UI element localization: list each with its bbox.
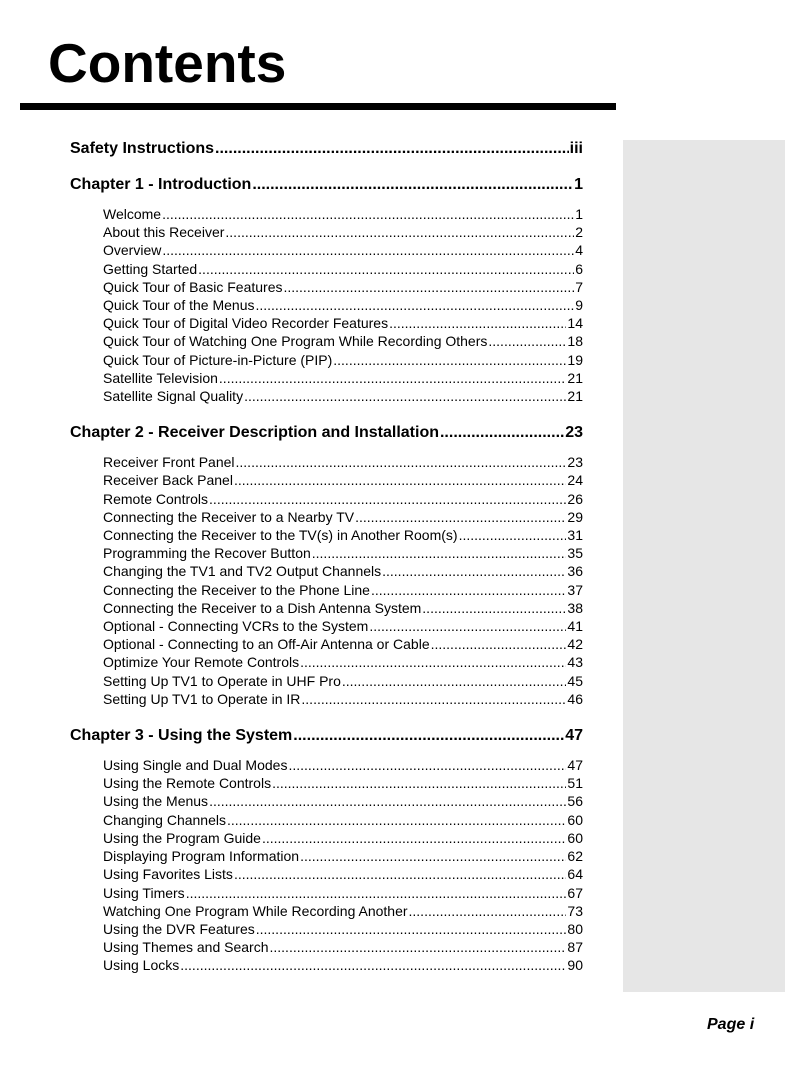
toc-section-entry[interactable]: [103, 599, 583, 617]
toc-entry-page: 38: [567, 599, 583, 616]
toc-section-entry[interactable]: [103, 508, 583, 526]
toc-section-entry[interactable]: [103, 562, 583, 580]
toc-entry-label: Connecting the Receiver to the Phone Line: [103, 581, 370, 598]
toc-entry-label: Remote Controls: [103, 490, 209, 507]
toc-dot-leader: [333, 351, 566, 369]
toc-entry-page: 23: [565, 424, 583, 442]
toc-dot-leader: [355, 508, 566, 526]
toc-section-entry[interactable]: [103, 581, 583, 599]
toc-entry-page: 90: [567, 957, 583, 974]
toc-entry-label: Quick Tour of Basic Features: [103, 278, 283, 295]
toc-entry-page: 45: [567, 672, 583, 689]
toc-entry-page: 42: [567, 636, 583, 653]
toc-dot-leader: [262, 829, 566, 847]
toc-section-entry[interactable]: [103, 884, 583, 902]
toc-dot-leader: [422, 599, 566, 617]
toc-dot-leader: [236, 453, 567, 471]
toc-entry-page: 29: [567, 508, 583, 525]
title-underline: [20, 103, 616, 110]
toc-entry-label: Optional - Connecting VCRs to the System: [103, 618, 369, 635]
toc-entry-page: 7: [575, 278, 583, 295]
toc-section-entry[interactable]: [103, 774, 583, 792]
margin-sidebar-panel: [623, 140, 785, 992]
toc-dot-leader: [382, 562, 566, 580]
toc-entry-label: Setting Up TV1 to Operate in IR: [103, 690, 301, 707]
toc-entry-page: 41: [567, 618, 583, 635]
toc-section-entry[interactable]: [103, 544, 583, 562]
toc-section-entry[interactable]: [103, 369, 583, 387]
toc-entry-label: Optimize Your Remote Controls: [103, 654, 300, 671]
toc-dot-leader: [283, 278, 574, 296]
toc-entry-label: Chapter 2 - Receiver Description and Installation: [70, 424, 439, 442]
toc-dot-leader: [252, 175, 573, 195]
toc-dot-leader: [234, 471, 566, 489]
toc-section-entry[interactable]: [103, 635, 583, 653]
toc-entry-page: 31: [567, 527, 583, 544]
toc-dot-leader: [300, 847, 566, 865]
toc-entry-page: 37: [567, 581, 583, 598]
toc-section-entry[interactable]: [103, 865, 583, 883]
toc-entry-page: 4: [575, 242, 583, 259]
toc-section-entry[interactable]: [103, 296, 583, 314]
toc-section-entry[interactable]: [103, 526, 583, 544]
toc-entry-label: Quick Tour of Picture-in-Picture (PIP): [103, 351, 333, 368]
toc-entry-label: Overview: [103, 242, 162, 259]
toc-entry-label: Changing the TV1 and TV2 Output Channels: [103, 563, 382, 580]
toc-entry-page: 1: [575, 206, 583, 222]
toc-dot-leader: [300, 653, 566, 671]
toc-entry-page: 51: [567, 775, 583, 792]
toc-entry-page: 47: [565, 727, 583, 745]
toc-entry-label: Using Single and Dual Modes: [103, 757, 288, 774]
toc-entry-page: 60: [567, 811, 583, 828]
toc-entry-label: Receiver Front Panel: [103, 454, 235, 471]
table-of-contents: [70, 139, 583, 975]
toc-dot-leader: [162, 205, 574, 223]
toc-entry-label: Receiver Back Panel: [103, 472, 233, 489]
toc-dot-leader: [227, 811, 566, 829]
toc-dot-leader: [409, 902, 567, 920]
toc-entry-label: Programming the Recover Button: [103, 545, 311, 562]
toc-entry-label: Safety Instructions: [70, 140, 215, 157]
toc-entry-page: 35: [567, 545, 583, 562]
toc-entry-page: 18: [567, 333, 583, 350]
toc-entry-label: Quick Tour of Watching One Program While Recording Others: [103, 333, 488, 350]
toc-entry-page: 9: [575, 297, 583, 314]
toc-dot-leader: [369, 617, 566, 635]
toc-dot-leader: [293, 726, 564, 746]
toc-section-entry[interactable]: [103, 690, 583, 708]
toc-dot-leader: [162, 241, 574, 259]
toc-entry-label: Setting Up TV1 to Operate in UHF Pro: [103, 672, 341, 689]
toc-section-entry[interactable]: [103, 260, 583, 278]
toc-dot-leader: [225, 223, 574, 241]
toc-dot-leader: [288, 756, 566, 774]
toc-entry-page: 6: [575, 260, 583, 277]
toc-entry-label: Chapter 1 - Introduction: [70, 176, 252, 193]
toc-entry-label: Connecting the Receiver to a Nearby TV: [103, 508, 355, 525]
toc-section-entry[interactable]: [103, 756, 583, 774]
toc-section-entry[interactable]: [103, 811, 583, 829]
toc-dot-leader: [270, 938, 567, 956]
toc-entry-label: Getting Started: [103, 260, 198, 277]
toc-entry-page: 73: [567, 902, 583, 919]
toc-entry-page: 56: [567, 793, 583, 810]
toc-section-entry[interactable]: [103, 956, 583, 974]
toc-section-entry[interactable]: [103, 332, 583, 350]
toc-entry-page: 1: [574, 176, 583, 193]
toc-dot-leader: [255, 296, 574, 314]
toc-chapter-entry[interactable]: [70, 423, 583, 443]
toc-entry-label: Welcome: [103, 206, 162, 222]
toc-chapter-entry[interactable]: [70, 175, 583, 195]
toc-entry-page: 87: [567, 939, 583, 956]
toc-entry-label: Using Locks: [103, 957, 180, 974]
toc-section-entry[interactable]: [103, 223, 583, 241]
toc-entry-page: 2: [575, 224, 583, 241]
toc-section-entry[interactable]: [103, 829, 583, 847]
toc-entry-label: Using Themes and Search: [103, 939, 269, 956]
toc-entry-page: 14: [567, 315, 583, 332]
toc-section-entry[interactable]: [103, 653, 583, 671]
toc-dot-leader: [342, 672, 567, 690]
page-number: Page i: [707, 1016, 755, 1033]
toc-dot-leader: [431, 635, 567, 653]
toc-entry-page: iii: [569, 140, 583, 157]
toc-section-entry[interactable]: [103, 278, 583, 296]
toc-entry-label: Chapter 3 - Using the System: [70, 727, 293, 745]
toc-entry-label: Using Timers: [103, 884, 185, 901]
toc-section-entry[interactable]: [103, 314, 583, 332]
toc-dot-leader: [219, 369, 567, 387]
toc-dot-leader: [234, 865, 566, 883]
toc-entry-page: 21: [567, 388, 583, 405]
toc-dot-leader: [312, 544, 567, 562]
toc-section-entry[interactable]: [103, 387, 583, 405]
toc-entry-label: Using Favorites Lists: [103, 866, 233, 883]
toc-entry-label: Connecting the Receiver to the TV(s) in Another Room(s): [103, 527, 458, 544]
toc-dot-leader: [459, 526, 567, 544]
toc-dot-leader: [440, 423, 564, 443]
toc-section-entry[interactable]: [103, 672, 583, 690]
toc-entry-page: 26: [567, 490, 583, 507]
toc-dot-leader: [209, 490, 566, 508]
toc-section-entry[interactable]: [103, 938, 583, 956]
toc-entry-label: Using the Program Guide: [103, 829, 261, 846]
toc-dot-leader: [180, 956, 566, 974]
toc-section-entry[interactable]: [103, 351, 583, 369]
toc-entry-label: Displaying Program Information: [103, 848, 300, 865]
toc-dot-leader: [198, 260, 574, 278]
toc-section-entry[interactable]: [103, 241, 583, 259]
toc-entry-page: 67: [567, 884, 583, 901]
toc-entry-page: 21: [567, 369, 583, 386]
toc-dot-leader: [272, 774, 566, 792]
toc-entry-label: Optional - Connecting to an Off-Air Antenna or Cable: [103, 636, 430, 653]
toc-dot-leader: [371, 581, 566, 599]
toc-entry-page: 80: [567, 920, 583, 937]
toc-entry-page: 43: [567, 654, 583, 671]
toc-entry-label: Changing Channels: [103, 811, 226, 828]
toc-entry-page: 47: [567, 757, 583, 774]
toc-section-entry[interactable]: [103, 617, 583, 635]
toc-dot-leader: [256, 920, 567, 938]
toc-dot-leader: [488, 332, 566, 350]
toc-section-entry[interactable]: [103, 847, 583, 865]
toc-entry-page: 23: [567, 454, 583, 471]
toc-dot-leader: [301, 690, 566, 708]
toc-dot-leader: [186, 884, 567, 902]
toc-dot-leader: [215, 139, 569, 159]
toc-dot-leader: [209, 792, 566, 810]
toc-chapter-entry[interactable]: [70, 726, 583, 746]
toc-entry-page: 36: [567, 563, 583, 580]
toc-entry-page: 24: [567, 472, 583, 489]
toc-section-entry[interactable]: [103, 792, 583, 810]
toc-entry-label: Quick Tour of the Menus: [103, 297, 255, 314]
toc-entry-label: Using the Remote Controls: [103, 775, 272, 792]
toc-chapter-entry[interactable]: [70, 139, 583, 159]
toc-entry-label: Connecting the Receiver to a Dish Antenna System: [103, 599, 422, 616]
toc-entry-label: Watching One Program While Recording Another: [103, 902, 408, 919]
toc-entry-label: Quick Tour of Digital Video Recorder Features: [103, 315, 389, 332]
toc-entry-label: Using the DVR Features: [103, 920, 255, 937]
toc-entry-label: Using the Menus: [103, 793, 209, 810]
toc-entry-page: 60: [567, 829, 583, 846]
toc-entry-page: 46: [567, 690, 583, 707]
toc-section-entry[interactable]: [103, 205, 583, 223]
toc-section-entry[interactable]: [103, 902, 583, 920]
toc-dot-leader: [244, 387, 566, 405]
toc-entry-label: Satellite Television: [103, 369, 218, 386]
toc-section-entry[interactable]: [103, 490, 583, 508]
toc-section-entry[interactable]: [103, 453, 583, 471]
page-title: Contents: [48, 32, 287, 94]
toc-dot-leader: [389, 314, 566, 332]
toc-entry-label: Satellite Signal Quality: [103, 388, 244, 405]
toc-entry-page: 62: [567, 848, 583, 865]
toc-entry-label: About this Receiver: [103, 224, 225, 241]
toc-entry-page: 19: [567, 351, 583, 368]
toc-entry-page: 64: [567, 866, 583, 883]
toc-section-entry[interactable]: [103, 471, 583, 489]
toc-section-entry[interactable]: [103, 920, 583, 938]
